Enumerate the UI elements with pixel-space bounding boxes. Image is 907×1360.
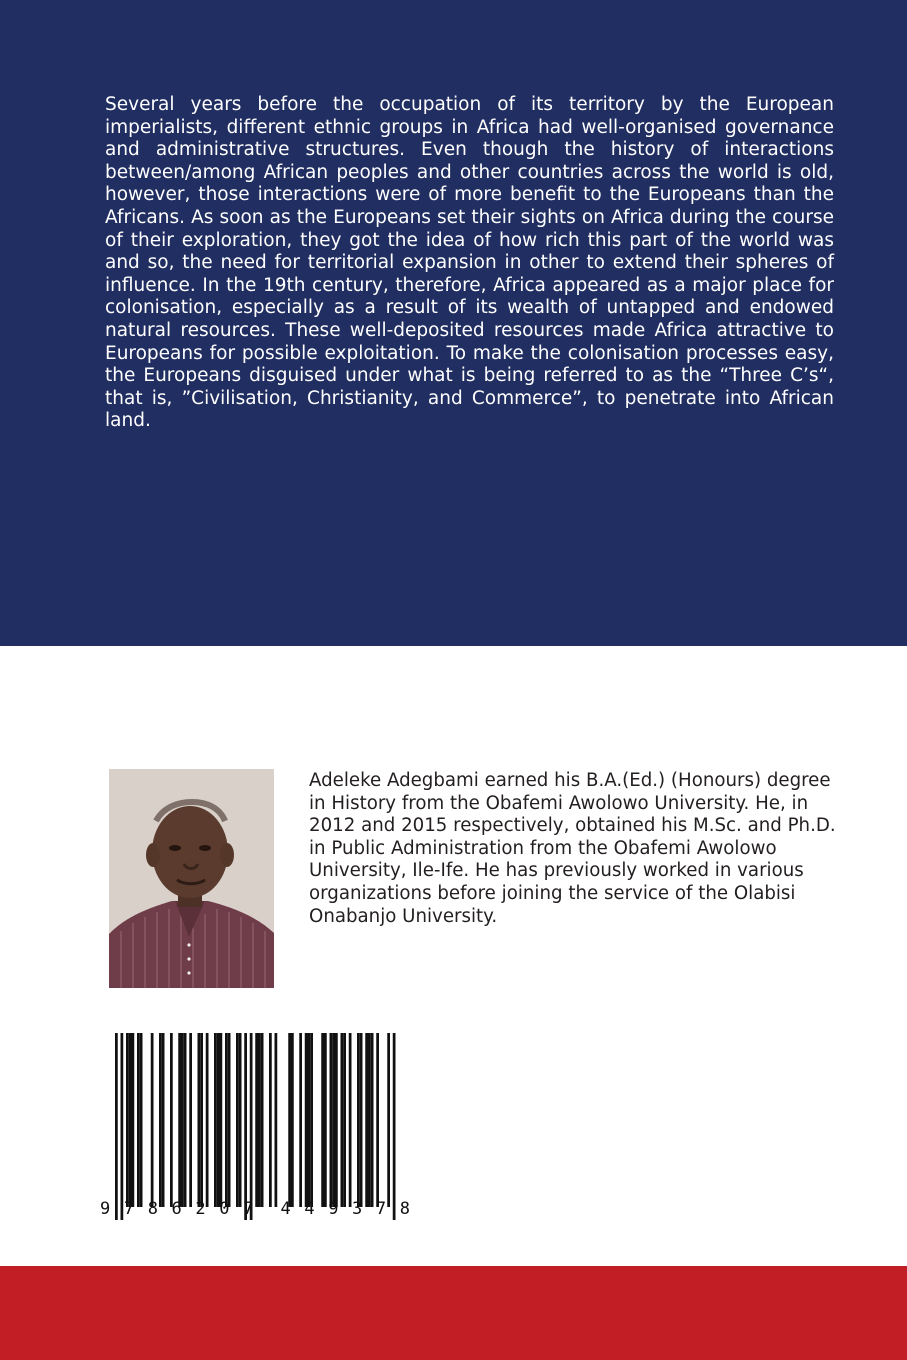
isbn-digit: 7: [375, 1199, 387, 1219]
author-portrait-icon: [109, 769, 274, 988]
barcode-bar: [332, 1033, 335, 1207]
barcode-bar: [151, 1033, 154, 1207]
barcode-bar: [239, 1033, 242, 1207]
isbn-barcode: [100, 1030, 420, 1225]
barcode-bar: [275, 1033, 278, 1207]
barcode-bar: [214, 1033, 217, 1207]
barcode-bar: [368, 1033, 371, 1207]
isbn-digit: 6: [171, 1199, 182, 1219]
isbn-digit: 0: [219, 1199, 230, 1219]
barcode-bar: [225, 1033, 228, 1207]
bottom-red-band: [0, 1266, 907, 1360]
isbn-digit: 4: [304, 1199, 315, 1219]
barcode-bar: [258, 1033, 261, 1207]
isbn-digit: 4: [280, 1199, 291, 1219]
barcode-bar: [376, 1033, 379, 1207]
barcode-bar: [308, 1033, 311, 1207]
barcode-bar: [288, 1033, 291, 1207]
barcode-bar: [181, 1033, 184, 1207]
barcode-bar: [170, 1033, 173, 1207]
barcode-bar: [244, 1033, 247, 1220]
barcode-bar: [250, 1033, 253, 1220]
barcode-bar: [228, 1033, 231, 1207]
author-bio: Adeleke Adegbami earned his B.A.(Ed.) (Honours) degree in History from the Obafemi Awolowo University. He, in 2012 and 2015 respectively, obtained his M.Sc. and Ph.D. in Public Administration from the Obafemi Awolowo University, Ile-Ife. He has previously worked in various organizations before joining the service of the Olabisi Onabanjo University.: [309, 770, 836, 927]
barcode-bar: [305, 1033, 308, 1207]
barcode-bar: [132, 1033, 135, 1207]
barcode-bar: [349, 1033, 352, 1207]
author-photo: [109, 769, 274, 988]
barcode-bar: [343, 1033, 346, 1207]
barcode-bar: [162, 1033, 165, 1207]
barcode-bar: [189, 1033, 192, 1207]
barcode-bar: [335, 1033, 338, 1207]
barcode-bar: [324, 1033, 327, 1207]
barcode-bar: [206, 1033, 209, 1207]
barcode-bar: [341, 1033, 344, 1207]
isbn-digit: 2: [195, 1199, 206, 1219]
barcode-bar: [220, 1033, 223, 1207]
barcode-bar: [178, 1033, 181, 1207]
isbn-digit: 9: [328, 1199, 339, 1219]
barcode-bar: [184, 1033, 187, 1207]
barcode-bar: [269, 1033, 272, 1207]
barcode-bar: [365, 1033, 368, 1207]
isbn-digit: 7: [123, 1199, 135, 1219]
barcode-bar: [236, 1033, 239, 1207]
isbn-digit: 8: [147, 1199, 158, 1219]
barcode-bar: [387, 1033, 390, 1207]
barcode-bar: [137, 1033, 140, 1207]
barcode-bar: [200, 1033, 203, 1207]
barcode-bar: [291, 1033, 294, 1207]
back-cover-blurb: Several years before the occupation of its territory by the European imperialists, different ethnic groups in Africa had well-organised governance and administrative structures. Even though the history of interactions between/among African peoples and other countries across the world is old, however, those interactions were of more benefit to the Europeans than the Africans. As soon as the Europeans set their sights on Africa during the course of their exploration, they got the idea of how rich this part of the world was and so, the need for territorial expansion in other to extend their spheres of influence. In the 19th century, therefore, Africa appeared as a major place for colonisation, especially as a result of its wealth of untapped and endowed natural resources. These well-deposited resources made Africa attractive to Europeans for possible exploitation. To make the colonisation processes easy, the Europeans disguised under what is being referred to as the “Three C’s“, that is, ”Civilisation, Christianity, and Commerce”, to penetrate into African land.: [105, 94, 834, 432]
barcode-bar: [360, 1033, 363, 1207]
barcode-bar: [140, 1033, 143, 1207]
barcode-bar: [371, 1033, 374, 1207]
barcode-bar: [126, 1033, 129, 1207]
barcode-bar: [330, 1033, 333, 1207]
isbn-digit: 7: [243, 1199, 254, 1219]
barcode-bar: [129, 1033, 132, 1207]
barcode-bar: [321, 1033, 324, 1207]
barcode-bar: [217, 1033, 220, 1207]
barcode-bar: [299, 1033, 302, 1207]
isbn-digit: 3: [352, 1199, 363, 1219]
barcode-bar: [393, 1033, 396, 1220]
barcode-bar: [115, 1033, 118, 1220]
barcode-bar: [255, 1033, 258, 1207]
barcode-bar: [261, 1033, 264, 1207]
barcode-bar: [159, 1033, 162, 1207]
isbn-digit: 8: [399, 1199, 410, 1219]
barcode-bar: [357, 1033, 360, 1207]
isbn-number: [100, 1199, 410, 1219]
barcode-bar: [198, 1033, 201, 1207]
barcode-icon: [100, 1030, 420, 1225]
barcode-bar: [121, 1033, 124, 1220]
isbn-digit: 9: [100, 1199, 111, 1219]
barcode-bar: [310, 1033, 313, 1207]
